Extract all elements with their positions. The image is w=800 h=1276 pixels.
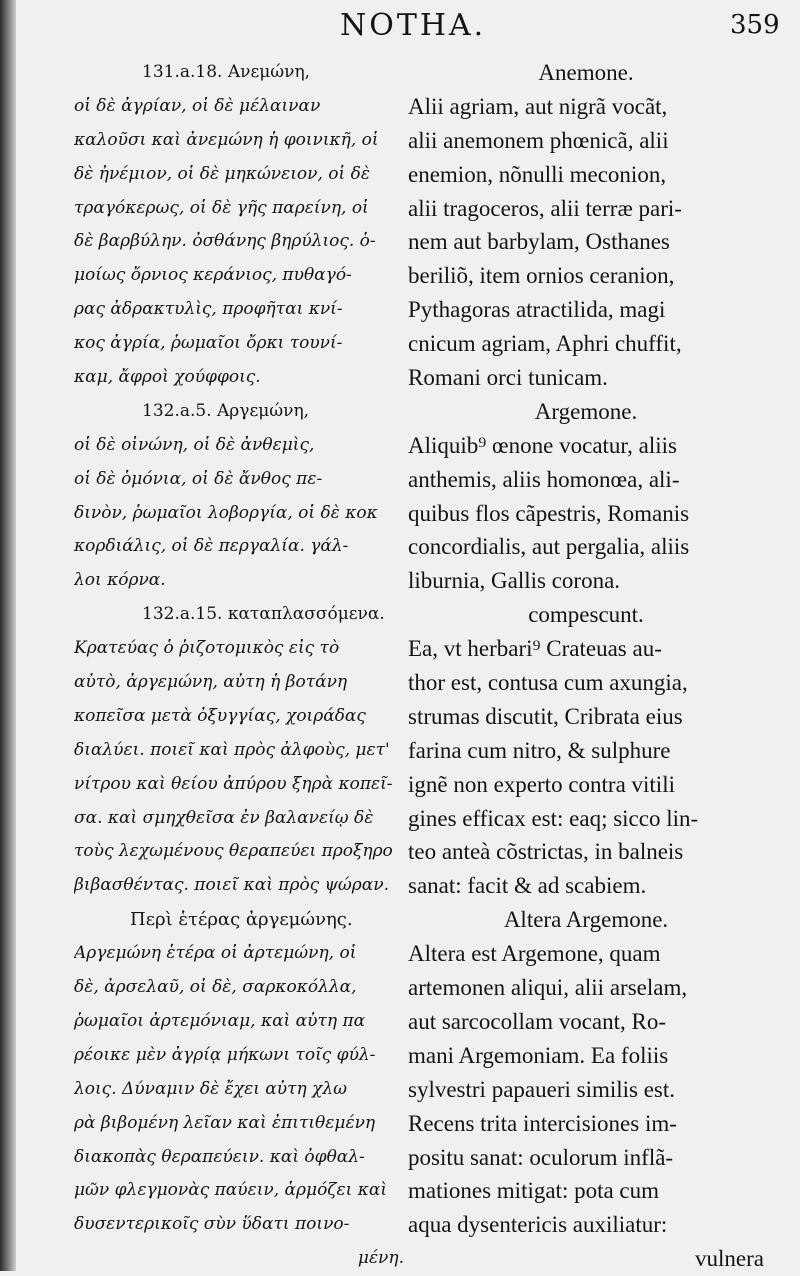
greek-text-line: νίτρου καὶ θείου ἀπύρου ξηρὰ κοπεῖ- [74, 773, 393, 794]
greek-text-line: λοις. Δύναμιν δὲ ἔχει αὐτη χλω [74, 1078, 348, 1099]
greek-text-line: μοίως ὄρνιος κεράνιος, πυθαγό- [74, 265, 352, 286]
latin-text-line: quibus flos cãpestris, Romanis [408, 500, 690, 526]
greek-text-line: δὲ ἠνέμιον, οἱ δὲ μηκώνειον, οἱ δὲ [74, 163, 370, 184]
greek-text-line: ρας ἀδρακτυλὶς, προφῆται κνί- [74, 299, 343, 320]
latin-text-line: aut sarcocollam vocant, Ro- [408, 1008, 667, 1034]
latin-text-line: liburnia, Gallis corona. [408, 568, 621, 594]
latin-heading: Anemone. [538, 60, 634, 85]
greek-text-line: τραγόκερως, οἱ δὲ γῆς παρείνη, οἱ [74, 197, 369, 218]
latin-text-line: sanat: facit & ad scabiem. [408, 873, 647, 899]
greek-text-line: δινὸν, ῥωμαῖοι λοβοργία, οἱ δὲ κοκ [74, 502, 378, 523]
greek-text-line: κος ἀγρία, ῥωμαῖοι ὄρκι τουνί- [74, 333, 343, 354]
latin-text-line: Aliquib⁹ œnone vocatur, aliis [408, 432, 677, 458]
greek-text-line: Αργεμώνη ἑτέρα οἱ ἀρτεμώνη, οἱ [74, 943, 357, 964]
greek-text-line: διαλύει. ποιεῖ καὶ πρὸς ἀλφοὺς, μετ' [74, 739, 390, 760]
latin-text-line: positu sanat: oculorum inflã- [408, 1144, 674, 1170]
latin-text-line: gines efficax est: eaq; sicco lin- [408, 805, 699, 831]
latin-text-line: artemonen aliqui, alii arselam, [408, 975, 688, 1001]
greek-text-line: ρέοικε μὲν ἀγρίᾳ μήκωνι τοῖς φύλ- [74, 1044, 376, 1065]
greek-text-column [74, 56, 404, 1276]
latin-heading: Argemone. [534, 398, 638, 424]
greek-text-line: Κρατεύας ὁ ῥιζοτομικὸς εἰς τὸ [74, 638, 340, 659]
running-title: NOTHA. [340, 8, 487, 43]
latin-text-line: Alii agriam, aut nigrã vocãt, [408, 93, 668, 119]
latin-text-line: alii tragoceros, alii terræ pari- [408, 195, 682, 221]
greek-text-line: δὲ, ἀρσελαῦ, οἱ δὲ, σαρκοκόλλα, [74, 977, 357, 998]
latin-text-line: Pythagoras atractilida, magi [408, 297, 666, 323]
page-header [0, 8, 800, 48]
latin-text-line: teo anteà cõstrictas, in balneis [408, 839, 684, 865]
greek-text-line: λοι κόρνα. [74, 570, 166, 591]
greek-text-line: διακοπὰς θεραπεύειν. καὶ ὀφθαλ- [74, 1146, 365, 1167]
latin-text-line: beriliõ, item ornios ceranion, [408, 263, 675, 289]
greek-text-line: ρὰ βιβομένη λεῖαν καὶ ἐπιτιθεμένη [74, 1112, 376, 1133]
latin-text-line: cnicum agriam, Aphri chuffit, [408, 331, 682, 357]
latin-heading: compescunt. [528, 602, 644, 628]
latin-heading: Altera Argemone. [503, 907, 669, 933]
latin-text-column [408, 56, 764, 1276]
latin-text-line: aqua dysentericis auxiliatur: [408, 1212, 668, 1238]
latin-text-line: sylvestri papaueri similis est. [408, 1076, 676, 1102]
greek-text-line: τοὺς λεχωμένους θεραπεύει προξηρο [74, 841, 393, 862]
latin-text-line: Romani orci tunicam. [408, 365, 608, 391]
latin-text-line: vulnera [695, 1246, 764, 1272]
greek-text-line: μένη. [357, 1248, 404, 1269]
latin-text-line: ignẽ non experto contra vitili [408, 771, 675, 797]
greek-text-line: σα. καὶ σμηχθεῖσα ἐν βαλανείῳ δὲ [74, 807, 374, 828]
greek-text-line: δυσεντερικοῖς σὺν ὕδατι ποινο- [74, 1214, 350, 1235]
greek-text-line: καλοῦσι καὶ ἀνεμώνη ἡ φοινικῆ, οἱ [74, 129, 379, 150]
latin-text-line: Altera est Argemone, quam [408, 941, 661, 967]
greek-heading: Περὶ ἑτέρας ἀργεμώνης. [130, 909, 353, 931]
latin-text-line: farina cum nitro, & sulphure [408, 737, 671, 763]
latin-text-line: alii anemonem phœnicã, alii [408, 127, 669, 153]
greek-reference-line: 132.a.15. καταπλασσόμενα. [142, 604, 385, 625]
greek-text-line: οἱ δὲ ἀγρίαν, οἱ δὲ μέλαιναν [74, 95, 321, 116]
greek-text-line: κορδιάλις, οἱ δὲ περγαλία. γάλ- [74, 536, 349, 557]
latin-text-line: thor est, contusa cum axungia, [408, 670, 688, 696]
greek-text-line: βιβασθέντας. ποιεῖ καὶ πρὸς ψώραν. [74, 875, 390, 896]
page-binding-shadow [0, 0, 16, 1271]
greek-text-line: αὐτὸ, ἀργεμώνη, αὐτη ἡ βοτάνη [74, 672, 348, 693]
latin-text-line: nem aut barbylam, Osthanes [408, 229, 670, 255]
latin-text-line: anthemis, aliis homonœa, ali- [408, 466, 680, 492]
greek-text-line: κοπεῖσα μετὰ ὀξυγγίας, χοιράδας [74, 705, 366, 726]
greek-reference-line: 132.a.5. Αργεμώνη, [142, 400, 310, 421]
latin-text-line: concordialis, aut pergalia, aliis [408, 534, 690, 560]
page-number: 359 [730, 10, 780, 40]
greek-text-line: ῥωμαῖοι ἀρτεμόνιαμ, καὶ αὐτη πα [74, 1010, 366, 1031]
greek-text-line: δὲ βαρβύλην. ὀσθάνης βηρύλιος. ὁ- [74, 231, 376, 252]
latin-text-line: Recens trita intercisiones im- [408, 1110, 677, 1136]
greek-text-line: καμ, ἄφροὶ χούφφοις. [74, 367, 261, 388]
latin-text-line: strumas discutit, Cribrata eius [408, 703, 683, 729]
latin-text-line: enemion, nõnulli meconion, [408, 161, 667, 187]
greek-reference-line: 131.a.18. Ανεμώνη, [142, 62, 311, 82]
latin-text-line: mani Argemoniam. Ea foliis [408, 1042, 669, 1068]
latin-text-line: mationes mitigat: pota cum [408, 1178, 660, 1204]
greek-text-line: οἱ δὲ οἰνώνη, οἱ δὲ ἀνθεμὶς, [74, 434, 315, 455]
greek-text-line: μῶν φλεγμονὰς παύειν, ἁρμόζει καὶ [74, 1180, 388, 1201]
latin-text-line: Ea, vt herbari⁹ Crateuas au- [408, 636, 662, 662]
greek-text-line: οἱ δὲ ὁμόνια, οἱ δὲ ἄνθος πε- [74, 468, 323, 489]
